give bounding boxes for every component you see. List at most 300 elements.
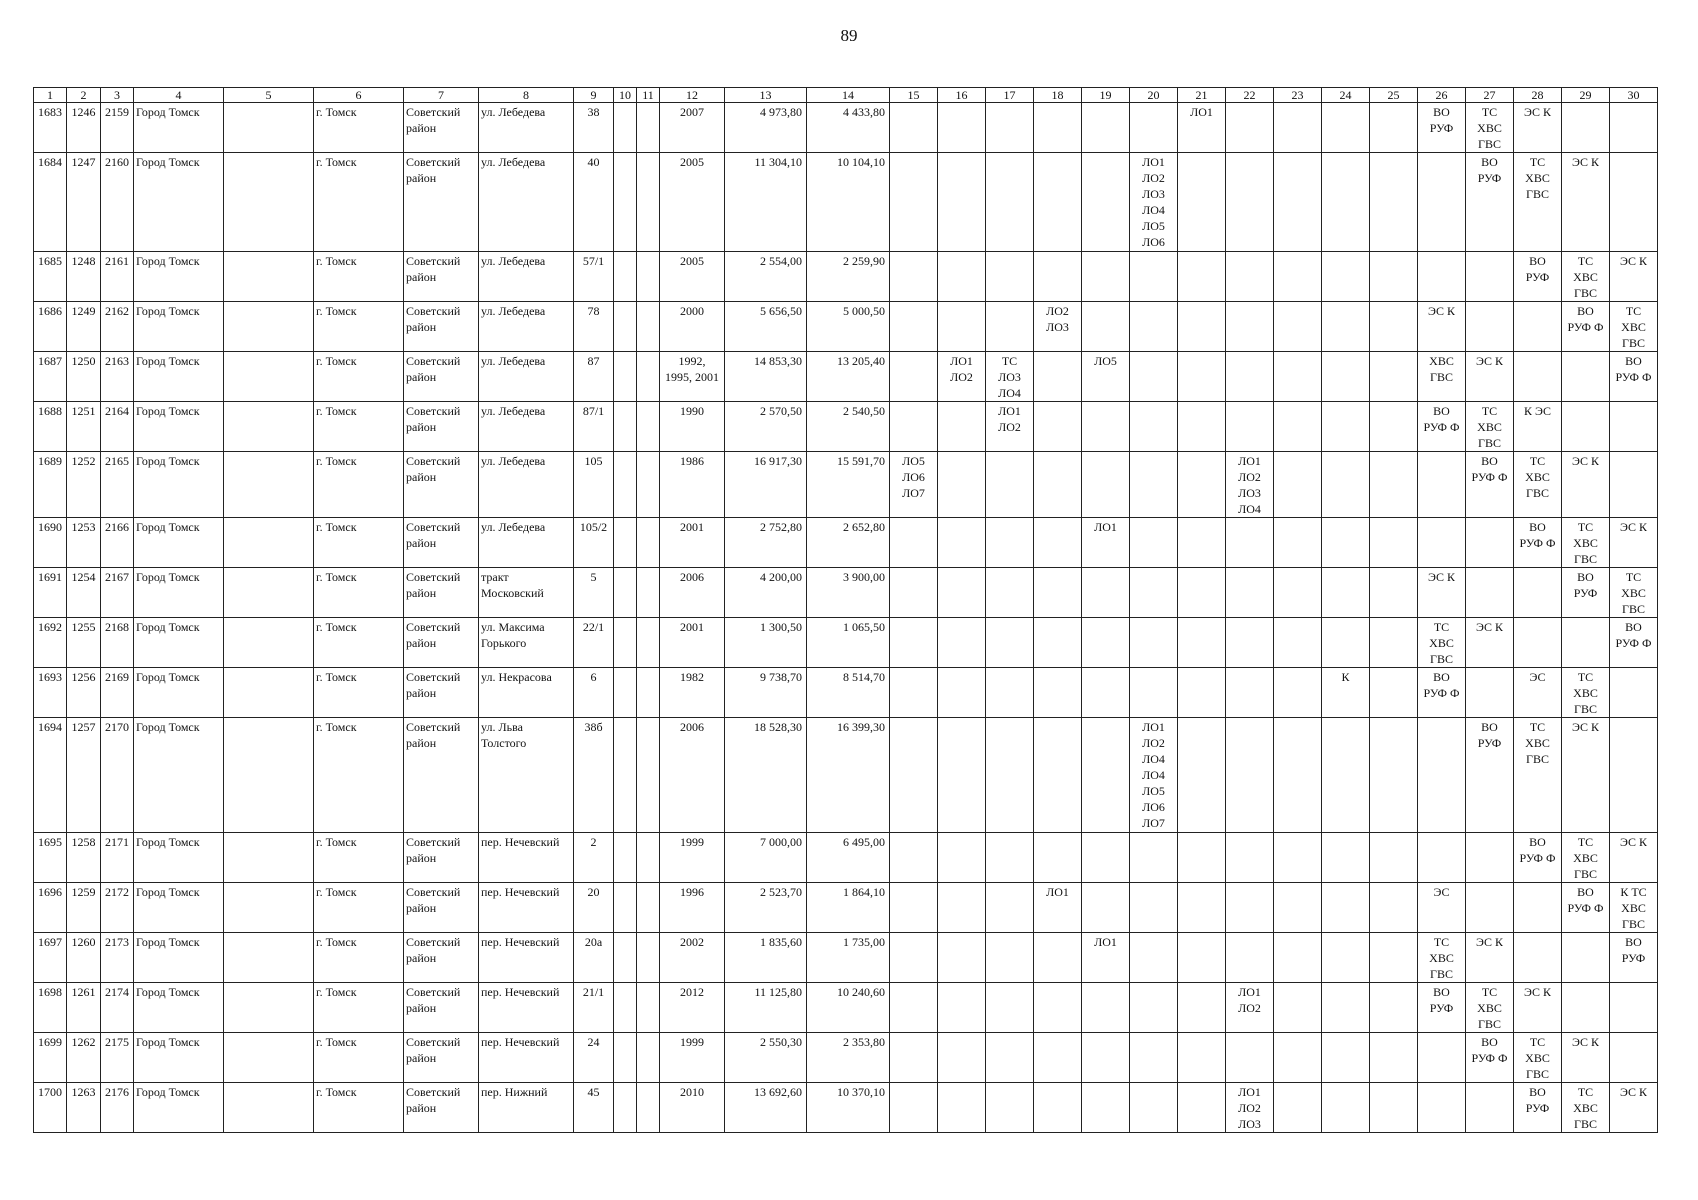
cell-col-15 [890,153,938,252]
cell-col-24 [1322,718,1370,833]
cell-col-5 [224,252,314,302]
cell-col-10 [614,668,637,718]
column-header-29: 29 [1562,88,1610,103]
cell-col-9: 57/1 [574,252,614,302]
cell-col-1: 1699 [34,1033,67,1083]
cell-col-22 [1226,883,1274,933]
cell-col-17: ТС ЛО3 ЛО4 [986,352,1034,402]
cell-col-28: ВО РУФ Ф [1514,833,1562,883]
cell-col-21: ЛО1 [1178,103,1226,153]
cell-col-20: ЛО1 ЛО2 ЛО4 ЛО4 ЛО5 ЛО6 ЛО7 [1130,718,1178,833]
cell-col-16 [938,983,986,1033]
cell-col-8: тракт Московский [479,568,574,618]
cell-col-12: 2012 [660,983,725,1033]
cell-col-18 [1034,352,1082,402]
table-row [34,668,1658,718]
cell-col-30 [1610,983,1658,1033]
cell-col-13: 2 554,00 [725,252,807,302]
cell-col-29 [1562,352,1610,402]
cell-col-20 [1130,402,1178,452]
cell-col-9: 38б [574,718,614,833]
cell-col-16 [938,252,986,302]
cell-col-14: 1 735,00 [807,933,890,983]
cell-col-11 [637,933,660,983]
table-row [34,1033,1658,1083]
cell-col-14: 1 864,10 [807,883,890,933]
column-header-11: 11 [637,88,660,103]
cell-col-21 [1178,518,1226,568]
cell-col-21 [1178,1083,1226,1133]
cell-col-13: 4 973,80 [725,103,807,153]
cell-col-15 [890,618,938,668]
cell-col-13: 1 300,50 [725,618,807,668]
cell-col-30: ВО РУФ [1610,933,1658,983]
cell-col-6: г. Томск [314,833,404,883]
cell-col-23 [1274,718,1322,833]
cell-col-5 [224,302,314,352]
cell-col-29: ТС ХВС ГВС [1562,668,1610,718]
cell-col-22 [1226,933,1274,983]
cell-col-17 [986,718,1034,833]
cell-col-12: 1990 [660,402,725,452]
cell-col-21 [1178,1033,1226,1083]
cell-col-26: ЭС [1418,883,1466,933]
cell-col-1: 1700 [34,1083,67,1133]
cell-col-20 [1130,833,1178,883]
cell-col-20 [1130,1083,1178,1133]
column-header-27: 27 [1466,88,1514,103]
cell-col-12: 2001 [660,518,725,568]
cell-col-1: 1689 [34,452,67,518]
table-row [34,402,1658,452]
cell-col-4: Город Томск [134,103,224,153]
cell-col-10 [614,833,637,883]
cell-col-12: 1999 [660,1033,725,1083]
column-header-14: 14 [807,88,890,103]
cell-col-16 [938,883,986,933]
cell-col-7: Советский район [404,153,479,252]
cell-col-1: 1688 [34,402,67,452]
cell-col-27 [1466,668,1514,718]
cell-col-12: 2007 [660,103,725,153]
cell-col-7: Советский район [404,618,479,668]
cell-col-19 [1082,302,1130,352]
cell-col-16 [938,833,986,883]
cell-col-26 [1418,718,1466,833]
cell-col-22 [1226,402,1274,452]
cell-col-22 [1226,153,1274,252]
cell-col-15 [890,568,938,618]
cell-col-9: 87/1 [574,402,614,452]
column-header-16: 16 [938,88,986,103]
cell-col-28: ЭС К [1514,103,1562,153]
cell-col-1: 1687 [34,352,67,402]
cell-col-21 [1178,983,1226,1033]
cell-col-21 [1178,153,1226,252]
cell-col-20 [1130,983,1178,1033]
cell-col-17 [986,883,1034,933]
cell-col-26 [1418,452,1466,518]
cell-col-9: 40 [574,153,614,252]
cell-col-26: ЭС К [1418,568,1466,618]
cell-col-4: Город Томск [134,933,224,983]
cell-col-25 [1370,933,1418,983]
cell-col-29: ЭС К [1562,718,1610,833]
cell-col-16 [938,618,986,668]
cell-col-23 [1274,983,1322,1033]
cell-col-27: ТС ХВС ГВС [1466,983,1514,1033]
cell-col-14: 2 652,80 [807,518,890,568]
cell-col-22 [1226,252,1274,302]
cell-col-21 [1178,883,1226,933]
cell-col-16 [938,402,986,452]
cell-col-12: 2006 [660,568,725,618]
cell-col-13: 4 200,00 [725,568,807,618]
cell-col-10 [614,718,637,833]
cell-col-1: 1686 [34,302,67,352]
cell-col-7: Советский район [404,452,479,518]
cell-col-26: ТС ХВС ГВС [1418,933,1466,983]
cell-col-21 [1178,568,1226,618]
cell-col-29 [1562,983,1610,1033]
cell-col-15 [890,933,938,983]
cell-col-14: 2 540,50 [807,402,890,452]
cell-col-10 [614,103,637,153]
cell-col-18 [1034,718,1082,833]
cell-col-14: 5 000,50 [807,302,890,352]
cell-col-25 [1370,402,1418,452]
cell-col-19 [1082,103,1130,153]
cell-col-17 [986,568,1034,618]
cell-col-11 [637,618,660,668]
cell-col-12: 2010 [660,1083,725,1133]
cell-col-26 [1418,833,1466,883]
cell-col-1: 1685 [34,252,67,302]
cell-col-6: г. Томск [314,352,404,402]
cell-col-27: ЭС К [1466,352,1514,402]
cell-col-7: Советский район [404,352,479,402]
cell-col-30 [1610,402,1658,452]
cell-col-11 [637,1083,660,1133]
cell-col-27: ВО РУФ Ф [1466,452,1514,518]
table-row [34,352,1658,402]
cell-col-5 [224,833,314,883]
cell-col-13: 16 917,30 [725,452,807,518]
cell-col-28: ТС ХВС ГВС [1514,1033,1562,1083]
cell-col-3: 2175 [101,1033,134,1083]
cell-col-24 [1322,302,1370,352]
cell-col-8: пер. Нечевский [479,833,574,883]
cell-col-26: ВО РУФ [1418,983,1466,1033]
cell-col-1: 1692 [34,618,67,668]
cell-col-30 [1610,1033,1658,1083]
cell-col-20 [1130,568,1178,618]
column-header-10: 10 [614,88,637,103]
cell-col-27 [1466,252,1514,302]
cell-col-21 [1178,402,1226,452]
cell-col-2: 1248 [67,252,101,302]
cell-col-12: 2006 [660,718,725,833]
cell-col-5 [224,983,314,1033]
cell-col-11 [637,452,660,518]
cell-col-10 [614,983,637,1033]
cell-col-17 [986,452,1034,518]
column-header-9: 9 [574,88,614,103]
cell-col-8: ул. Лебедева [479,518,574,568]
cell-col-17 [986,668,1034,718]
cell-col-28: ЭС [1514,668,1562,718]
cell-col-1: 1693 [34,668,67,718]
cell-col-7: Советский район [404,668,479,718]
cell-col-22 [1226,352,1274,402]
table-row [34,933,1658,983]
cell-col-6: г. Томск [314,302,404,352]
cell-col-28 [1514,883,1562,933]
cell-col-28 [1514,933,1562,983]
cell-col-19: ЛО5 [1082,352,1130,402]
cell-col-26 [1418,1083,1466,1133]
cell-col-26: ЭС К [1418,302,1466,352]
cell-col-25 [1370,718,1418,833]
cell-col-17 [986,252,1034,302]
cell-col-22 [1226,1033,1274,1083]
cell-col-17: ЛО1 ЛО2 [986,402,1034,452]
cell-col-4: Город Томск [134,402,224,452]
cell-col-5 [224,1033,314,1083]
cell-col-8: ул. Лебедева [479,103,574,153]
cell-col-8: пер. Нечевский [479,983,574,1033]
cell-col-1: 1698 [34,983,67,1033]
cell-col-30 [1610,103,1658,153]
cell-col-11 [637,302,660,352]
cell-col-30: ЭС К [1610,833,1658,883]
cell-col-13: 14 853,30 [725,352,807,402]
cell-col-3: 2166 [101,518,134,568]
cell-col-19 [1082,1083,1130,1133]
cell-col-4: Город Томск [134,518,224,568]
cell-col-23 [1274,402,1322,452]
cell-col-16 [938,153,986,252]
table-header-row [34,88,1658,103]
cell-col-4: Город Томск [134,153,224,252]
cell-col-2: 1262 [67,1033,101,1083]
cell-col-14: 15 591,70 [807,452,890,518]
cell-col-6: г. Томск [314,452,404,518]
cell-col-4: Город Томск [134,668,224,718]
cell-col-5 [224,718,314,833]
cell-col-18: ЛО1 [1034,883,1082,933]
cell-col-27: ЭС К [1466,618,1514,668]
cell-col-28: К ЭС [1514,402,1562,452]
cell-col-15 [890,883,938,933]
cell-col-19 [1082,668,1130,718]
cell-col-14: 2 353,80 [807,1033,890,1083]
cell-col-4: Город Томск [134,568,224,618]
cell-col-18 [1034,568,1082,618]
cell-col-20 [1130,883,1178,933]
cell-col-25 [1370,352,1418,402]
cell-col-13: 9 738,70 [725,668,807,718]
cell-col-3: 2169 [101,668,134,718]
cell-col-27 [1466,302,1514,352]
cell-col-24 [1322,883,1370,933]
cell-col-25 [1370,302,1418,352]
cell-col-12: 2005 [660,153,725,252]
cell-col-12: 2001 [660,618,725,668]
cell-col-15 [890,718,938,833]
page-number: 89 [840,26,858,45]
cell-col-27 [1466,1083,1514,1133]
cell-col-7: Советский район [404,1083,479,1133]
cell-col-20 [1130,452,1178,518]
cell-col-18 [1034,402,1082,452]
cell-col-23 [1274,252,1322,302]
cell-col-1: 1690 [34,518,67,568]
cell-col-12: 1992, 1995, 2001 [660,352,725,402]
cell-col-26: ВО РУФ Ф [1418,402,1466,452]
cell-col-5 [224,402,314,452]
cell-col-6: г. Томск [314,983,404,1033]
cell-col-13: 2 550,30 [725,1033,807,1083]
cell-col-2: 1253 [67,518,101,568]
cell-col-3: 2160 [101,153,134,252]
cell-col-6: г. Томск [314,718,404,833]
cell-col-12: 1986 [660,452,725,518]
cell-col-26: ВО РУФ [1418,103,1466,153]
cell-col-10 [614,302,637,352]
cell-col-17 [986,618,1034,668]
cell-col-9: 20а [574,933,614,983]
cell-col-13: 11 125,80 [725,983,807,1033]
cell-col-19 [1082,883,1130,933]
cell-col-28: ТС ХВС ГВС [1514,153,1562,252]
cell-col-11 [637,103,660,153]
cell-col-12: 1996 [660,883,725,933]
cell-col-10 [614,153,637,252]
cell-col-23 [1274,833,1322,883]
cell-col-7: Советский район [404,302,479,352]
cell-col-2: 1259 [67,883,101,933]
cell-col-13: 2 523,70 [725,883,807,933]
cell-col-22 [1226,518,1274,568]
cell-col-25 [1370,103,1418,153]
cell-col-11 [637,983,660,1033]
cell-col-16 [938,668,986,718]
column-header-30: 30 [1610,88,1658,103]
cell-col-9: 6 [574,668,614,718]
cell-col-4: Город Томск [134,833,224,883]
cell-col-3: 2163 [101,352,134,402]
cell-col-23 [1274,668,1322,718]
table-row [34,983,1658,1033]
cell-col-29: ЭС К [1562,1033,1610,1083]
table-row [34,718,1658,833]
cell-col-7: Советский район [404,833,479,883]
cell-col-8: ул. Лебедева [479,352,574,402]
cell-col-9: 78 [574,302,614,352]
cell-col-3: 2161 [101,252,134,302]
cell-col-15 [890,302,938,352]
cell-col-9: 38 [574,103,614,153]
cell-col-1: 1694 [34,718,67,833]
cell-col-20 [1130,933,1178,983]
cell-col-15 [890,1083,938,1133]
cell-col-9: 105 [574,452,614,518]
cell-col-14: 10 240,60 [807,983,890,1033]
cell-col-20 [1130,1033,1178,1083]
cell-col-4: Город Томск [134,883,224,933]
cell-col-6: г. Томск [314,103,404,153]
cell-col-11 [637,352,660,402]
column-header-18: 18 [1034,88,1082,103]
cell-col-23 [1274,883,1322,933]
cell-col-19: ЛО1 [1082,518,1130,568]
cell-col-11 [637,883,660,933]
column-header-3: 3 [101,88,134,103]
cell-col-22: ЛО1 ЛО2 ЛО3 ЛО4 [1226,452,1274,518]
cell-col-7: Советский район [404,252,479,302]
cell-col-20 [1130,302,1178,352]
cell-col-5 [224,103,314,153]
cell-col-23 [1274,933,1322,983]
cell-col-4: Город Томск [134,983,224,1033]
table-row [34,252,1658,302]
cell-col-23 [1274,153,1322,252]
cell-col-27 [1466,518,1514,568]
cell-col-17 [986,153,1034,252]
cell-col-7: Советский район [404,883,479,933]
cell-col-10 [614,1083,637,1133]
cell-col-2: 1256 [67,668,101,718]
cell-col-7: Советский район [404,983,479,1033]
cell-col-6: г. Томск [314,1033,404,1083]
cell-col-6: г. Томск [314,618,404,668]
cell-col-7: Советский район [404,402,479,452]
cell-col-13: 1 835,60 [725,933,807,983]
cell-col-26 [1418,518,1466,568]
cell-col-8: ул. Лебедева [479,402,574,452]
column-header-23: 23 [1274,88,1322,103]
cell-col-14: 10 370,10 [807,1083,890,1133]
cell-col-3: 2165 [101,452,134,518]
cell-col-1: 1691 [34,568,67,618]
cell-col-24: К [1322,668,1370,718]
cell-col-20 [1130,668,1178,718]
cell-col-16 [938,1083,986,1133]
cell-col-27 [1466,883,1514,933]
cell-col-22 [1226,568,1274,618]
cell-col-14: 3 900,00 [807,568,890,618]
column-header-21: 21 [1178,88,1226,103]
cell-col-14: 13 205,40 [807,352,890,402]
cell-col-8: ул. Максима Горького [479,618,574,668]
table-row [34,153,1658,252]
cell-col-5 [224,518,314,568]
cell-col-8: пер. Нечевский [479,1033,574,1083]
column-header-24: 24 [1322,88,1370,103]
cell-col-16 [938,518,986,568]
cell-col-24 [1322,833,1370,883]
cell-col-18 [1034,618,1082,668]
cell-col-13: 18 528,30 [725,718,807,833]
cell-col-18 [1034,668,1082,718]
cell-col-12: 2000 [660,302,725,352]
column-header-1: 1 [34,88,67,103]
cell-col-16 [938,302,986,352]
cell-col-2: 1252 [67,452,101,518]
cell-col-5 [224,933,314,983]
cell-col-7: Советский район [404,518,479,568]
